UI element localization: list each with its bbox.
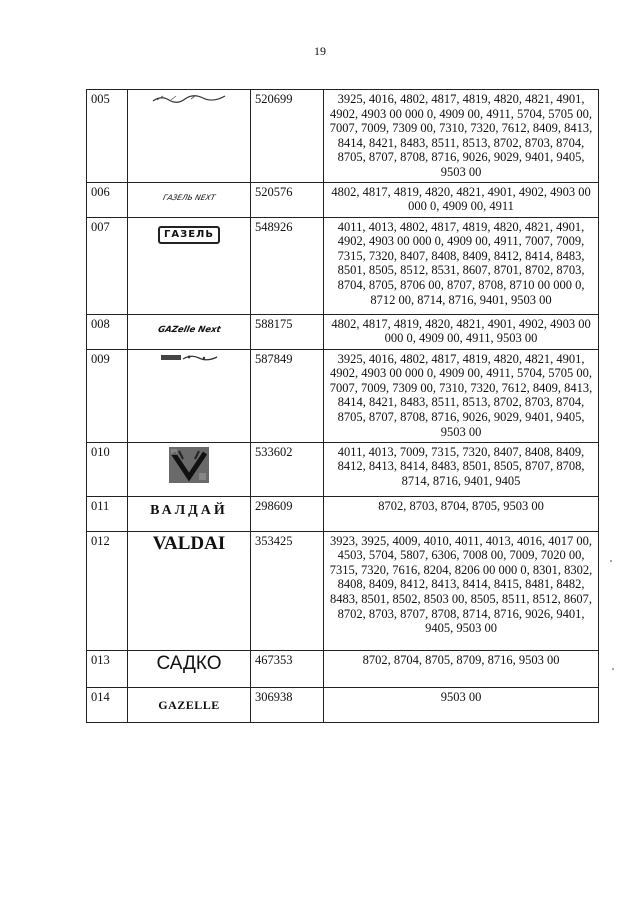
row-number: 005 xyxy=(87,90,128,183)
row-number: 008 xyxy=(87,314,128,349)
trademark-text-cell xyxy=(128,496,251,531)
table-row xyxy=(87,314,599,349)
goods-classes: 3925, 4016, 4802, 4817, 4819, 4820, 4821, 4901, 4902, 4903 00 000 0, 4909 00, 4911, 5704, 5705 00, 7007, 7009, 7309 00, 7310, 7320, 7612, 8409, 8413, 8414, 8421, 8483, 8511, 8513, 8702, 8703, 8704, 8705, 8707, 8708, 8716, 9026, 9029, 9401, 9405, 9503 00 xyxy=(324,90,599,183)
registration-number: 306938 xyxy=(251,687,324,722)
goods-classes: 8702, 8703, 8704, 8705, 9503 00 xyxy=(324,496,599,531)
table-row xyxy=(87,442,599,496)
registration-number: 353425 xyxy=(251,531,324,650)
registration-number: 520576 xyxy=(251,182,324,217)
goods-classes: 4802, 4817, 4819, 4820, 4821, 4901, 4902, 4903 00 000 0, 4909 00, 4911 xyxy=(324,182,599,217)
gazelle-wordmark: GAZELLE xyxy=(158,697,220,712)
trademark-logo-cell xyxy=(128,182,251,217)
row-number: 013 xyxy=(87,650,128,687)
trademark-logo-cell xyxy=(128,442,251,496)
table-row xyxy=(87,349,599,442)
table-row xyxy=(87,496,599,531)
goods-classes: 3923, 3925, 4009, 4010, 4011, 4013, 4016, 4017 00, 4503, 5704, 5807, 6306, 7008 00, 7009, 7020 00, 7315, 7320, 7616, 8204, 8206 00 000 0, 8301, 8302, 8408, 8409, 8412, 8413, 8414, 8415, 8481, 8482, 8483, 8501, 8502, 8503 00, 8505, 8511, 8512, 8607, 8702, 8703, 8707, 8708, 8714, 8716, 9026, 9401, 9405, 9503 00 xyxy=(324,531,599,650)
row-number: 011 xyxy=(87,496,128,531)
registration-number: 533602 xyxy=(251,442,324,496)
valday-wordmark: ВАЛДАЙ xyxy=(150,502,228,518)
table-row xyxy=(87,687,599,722)
gazelle-script-logo xyxy=(151,92,227,108)
trademark-text-cell xyxy=(128,650,251,687)
table-row xyxy=(87,531,599,650)
deer-emblem-logo xyxy=(169,447,209,487)
table-row xyxy=(87,217,599,314)
row-number: 014 xyxy=(87,687,128,722)
trademark-logo-cell xyxy=(128,349,251,442)
goods-classes: 8702, 8704, 8705, 8709, 8716, 9503 00 xyxy=(324,650,599,687)
scan-speck xyxy=(612,668,614,670)
row-number: 012 xyxy=(87,531,128,650)
goods-classes: 4802, 4817, 4819, 4820, 4821, 4901, 4902, 4903 00 000 0, 4909 00, 4911, 9503 00 xyxy=(324,314,599,349)
gazelle-next-logo: GAZelle Next xyxy=(156,324,222,335)
registration-number: 298609 xyxy=(251,496,324,531)
goods-classes: 4011, 4013, 4802, 4817, 4819, 4820, 4821, 4901, 4902, 4903 00 000 0, 4909 00, 4911, 7007, 7009, 7315, 7320, 8407, 8408, 8409, 8412, 8414, 8483, 8501, 8505, 8512, 8531, 8607, 8701, 8702, 8703, 8704, 8705, 8706 00, 8707, 8708, 8710 00 000 0, 8712 00, 8714, 8716, 9401, 9503 00 xyxy=(324,217,599,314)
gazel-next-logo: ГАЗЕЛЬ NEXT xyxy=(162,192,217,202)
sadko-wordmark: САДКО xyxy=(156,652,222,674)
gazel-box-logo: ГАЗЕЛЬ xyxy=(158,226,220,245)
scan-speck xyxy=(610,560,612,562)
registration-number: 467353 xyxy=(251,650,324,687)
registration-number: 588175 xyxy=(251,314,324,349)
registration-number: 520699 xyxy=(251,90,324,183)
goods-classes: 3925, 4016, 4802, 4817, 4819, 4820, 4821, 4901, 4902, 4903 00 000 0, 4909 00, 4911, 5704, 5705 00, 7007, 7009, 7309 00, 7310, 7320, 7612, 8409, 8413, 8414, 8421, 8483, 8511, 8513, 8702, 8703, 8704, 8705, 8707, 8708, 8716, 9026, 9029, 9401, 9405, 9503 00 xyxy=(324,349,599,442)
table-row xyxy=(87,182,599,217)
table-row xyxy=(87,90,599,183)
row-number: 010 xyxy=(87,442,128,496)
gazelle-business-logo xyxy=(159,352,219,368)
goods-classes: 4011, 4013, 7009, 7315, 7320, 8407, 8408, 8409, 8412, 8413, 8414, 8483, 8501, 8505, 8707, 8708, 8714, 8716, 9401, 9405 xyxy=(324,442,599,496)
registration-number: 587849 xyxy=(251,349,324,442)
trademark-logo-cell xyxy=(128,314,251,349)
trademark-table xyxy=(86,89,599,723)
page-number: 19 xyxy=(314,44,326,58)
goods-classes: 9503 00 xyxy=(324,687,599,722)
row-number: 007 xyxy=(87,217,128,314)
trademark-logo-cell xyxy=(128,217,251,314)
row-number: 009 xyxy=(87,349,128,442)
trademark-logo-cell xyxy=(128,90,251,183)
row-number: 006 xyxy=(87,182,128,217)
registration-number: 548926 xyxy=(251,217,324,314)
trademark-text-cell xyxy=(128,687,251,722)
table-row xyxy=(87,650,599,687)
valdai-wordmark: VALDAI xyxy=(152,532,226,554)
trademark-text-cell xyxy=(128,531,251,650)
